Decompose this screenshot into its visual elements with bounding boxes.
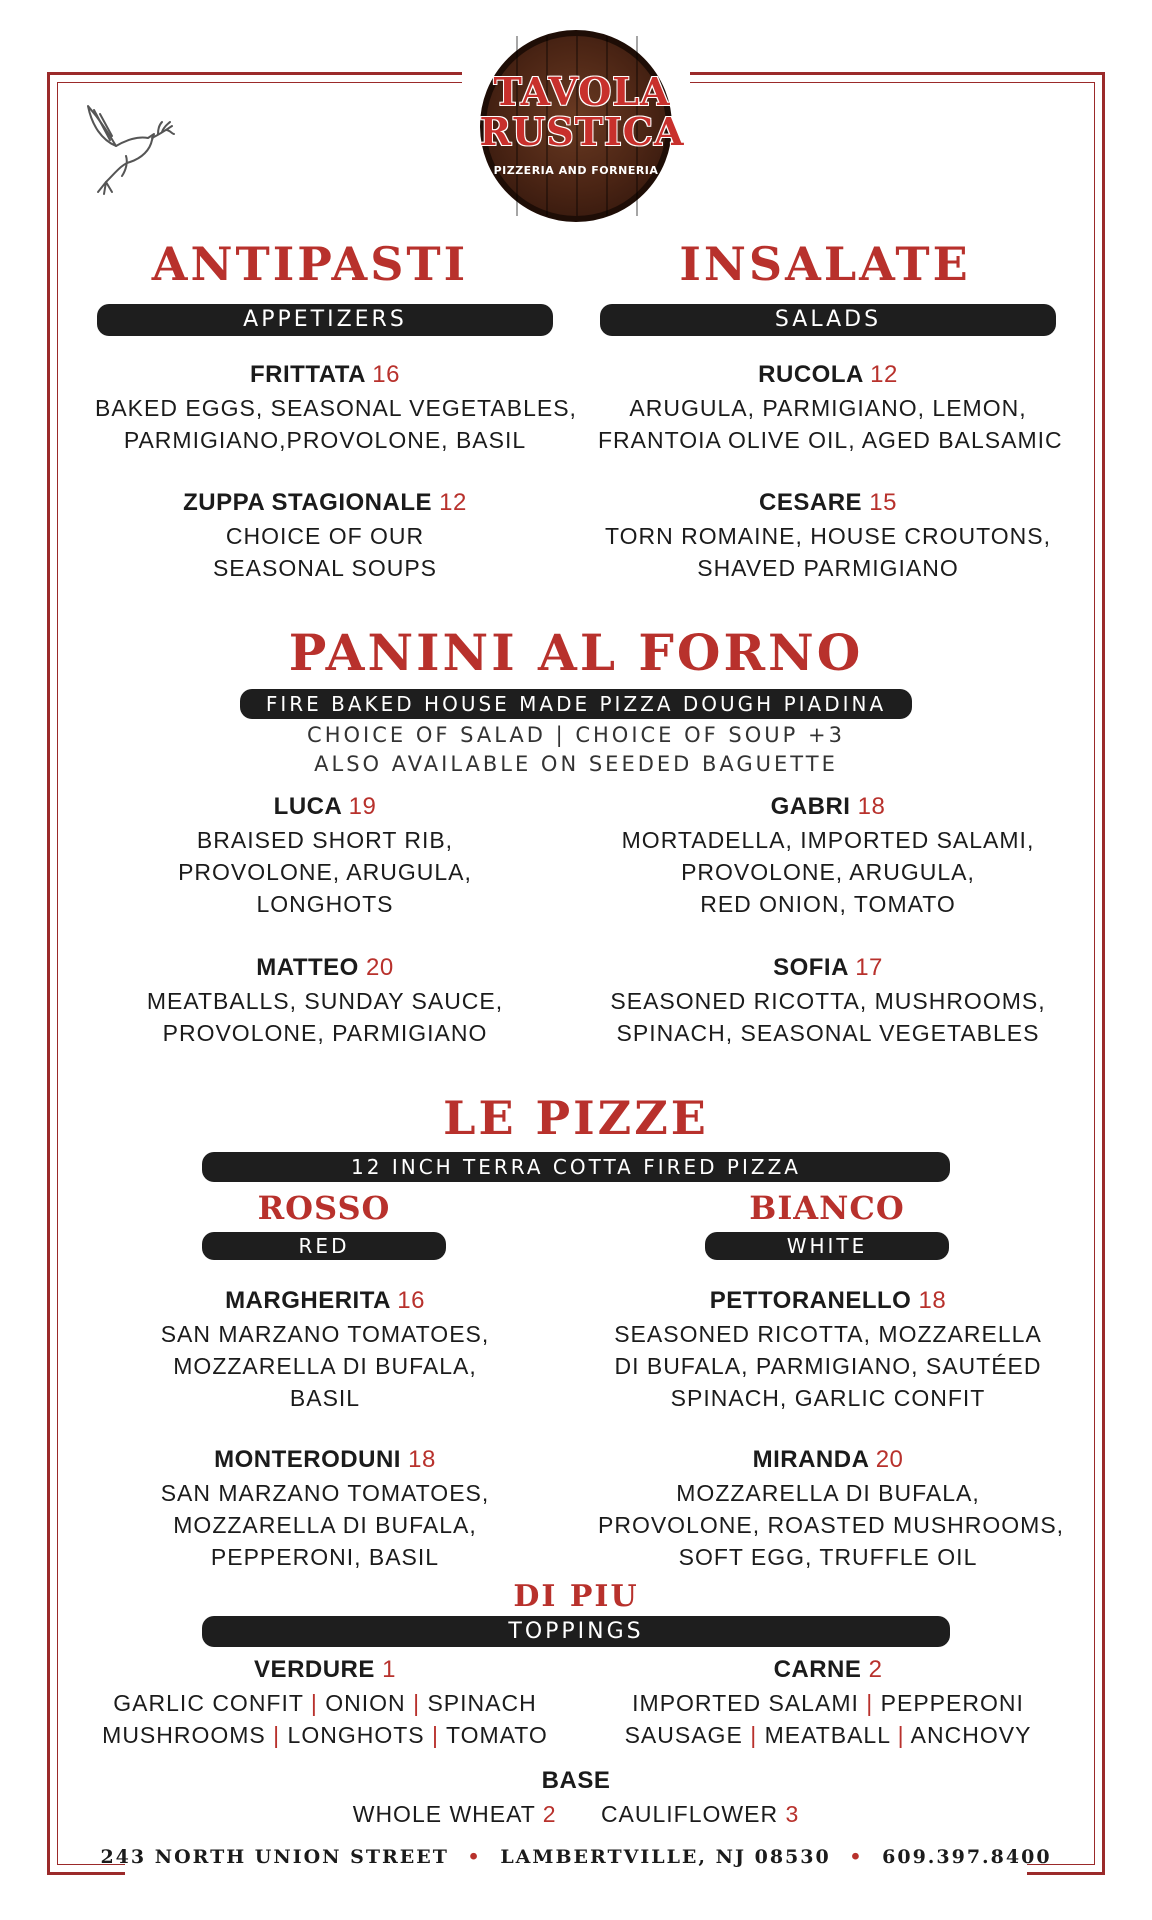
bullet: •	[467, 1846, 482, 1868]
item-name: SOFIA 17	[773, 954, 883, 981]
toppings-base	[346, 1764, 806, 1830]
menu-item-sofia	[598, 951, 1058, 1049]
menu-item-margherita	[95, 1284, 555, 1414]
item-desc: SEASONAL SOUPS	[212, 555, 438, 581]
antipasti-title: ANTIPASTI	[151, 237, 469, 291]
item-desc: PEPPERONI, BASIL	[210, 1544, 440, 1570]
menu-item-pettoranello	[598, 1284, 1058, 1414]
toppings-verdure	[95, 1653, 555, 1751]
item-desc: PARMIGIANO,PROVOLONE, BASIL	[123, 427, 527, 453]
brand-logo	[479, 30, 685, 222]
insalate-title: INSALATE	[679, 237, 971, 291]
toppings-pill: TOPPINGS	[202, 1616, 950, 1647]
item-desc: DI BUFALA, PARMIGIANO, SAUTÉED	[614, 1353, 1042, 1379]
item-name: GABRI 18	[770, 793, 886, 820]
item-price: 18	[857, 793, 886, 820]
item-name: VERDURE 1	[254, 1656, 396, 1683]
item-desc: CHOICE OF OUR	[225, 523, 425, 549]
item-price: 16	[372, 361, 400, 388]
item-name: ZUPPA STAGIONALE 12	[183, 489, 467, 516]
footer-address	[0, 1846, 1152, 1868]
pizze-title: LE PIZZE	[443, 1091, 709, 1145]
item-desc: PROVOLONE, ARUGULA,	[681, 859, 975, 885]
item-desc: SPINACH, SEASONAL VEGETABLES	[616, 1020, 1040, 1046]
item-price: 19	[348, 793, 377, 820]
item-desc: BASIL	[289, 1385, 361, 1411]
item-price: 12	[439, 489, 467, 516]
menu-item-frittata	[95, 358, 577, 456]
menu-item-zuppa	[95, 486, 555, 584]
item-price: 20	[366, 954, 394, 981]
pizze-pill: 12 INCH TERRA COTTA FIRED PIZZA	[202, 1152, 950, 1182]
item-price: 18	[918, 1287, 947, 1314]
item-price: 15	[869, 489, 897, 516]
antipasti-pill: APPETIZERS	[97, 304, 553, 336]
item-price: 1	[382, 1656, 396, 1683]
rosso-title: ROSSO	[257, 1189, 391, 1227]
item-desc: MORTADELLA, IMPORTED SALAMI,	[621, 827, 1035, 853]
dipiu-title: DI PIU	[513, 1579, 639, 1614]
item-desc: SAN MARZANO TOMATOES,	[160, 1321, 490, 1347]
item-desc: LONGHOTS	[256, 891, 394, 917]
item-desc: PROVOLONE, ROASTED MUSHROOMS,	[598, 1512, 1065, 1538]
toppings-row: MUSHROOMS | LONGHOTS | TOMATO	[102, 1722, 548, 1748]
insalate-pill: SALADS	[600, 304, 1056, 336]
item-name: MONTERODUNI 18	[214, 1446, 436, 1473]
street-address: 243 NORTH UNION STREET	[100, 1846, 449, 1868]
item-name: CESARE 15	[759, 489, 897, 516]
toppings-row: GARLIC CONFIT | ONION | SPINACH	[113, 1690, 537, 1716]
item-desc: MOZZARELLA DI BUFALA,	[173, 1353, 477, 1379]
menu-item-luca	[95, 790, 555, 920]
city-state-zip: LAMBERTVILLE, NJ 08530	[500, 1846, 831, 1868]
panini-title: PANINI AL FORNO	[288, 623, 864, 682]
item-name: RUCOLA 12	[758, 361, 898, 388]
item-price: 2	[868, 1656, 883, 1683]
item-name: BASE	[541, 1767, 611, 1794]
menu-item-monteroduni	[95, 1443, 555, 1573]
item-desc: TORN ROMAINE, HOUSE CROUTONS,	[604, 523, 1052, 549]
item-desc: BAKED EGGS, SEASONAL VEGETABLES,	[95, 395, 577, 421]
item-desc: SPINACH, GARLIC CONFIT	[670, 1385, 986, 1411]
item-desc: SAN MARZANO TOMATOES,	[160, 1480, 490, 1506]
item-name: PETTORANELLO 18	[709, 1287, 947, 1314]
item-desc: BRAISED SHORT RIB,	[196, 827, 454, 853]
base-options: WHOLE WHEAT 2 CAULIFLOWER 3	[352, 1801, 800, 1827]
item-price: 20	[875, 1446, 904, 1473]
item-desc: RED ONION, TOMATO	[700, 891, 956, 917]
logo-line-1: TAVOLA	[493, 69, 671, 114]
logo-tagline: PIZZERIA AND FORNERIA	[493, 164, 659, 177]
item-desc: FRANTOIA OLIVE OIL, AGED BALSAMIC	[598, 427, 1063, 453]
toppings-row: SAUSAGE | MEATBALL | ANCHOVY	[624, 1722, 1032, 1748]
dove-icon	[82, 100, 178, 200]
menu-item-rucola	[598, 358, 1063, 456]
item-desc: SHAVED PARMIGIANO	[697, 555, 959, 581]
bullet: •	[849, 1846, 864, 1868]
rosso-pill: RED	[202, 1232, 446, 1260]
toppings-row: IMPORTED SALAMI | PEPPERONI	[632, 1690, 1024, 1716]
item-name: MATTEO 20	[256, 954, 394, 981]
item-desc: SOFT EGG, TRUFFLE OIL	[678, 1544, 978, 1570]
bianco-title: BIANCO	[749, 1189, 905, 1227]
item-desc: SEASONED RICOTTA, MOZZARELLA	[614, 1321, 1042, 1347]
panini-pill: FIRE BAKED HOUSE MADE PIZZA DOUGH PIADINA	[240, 689, 912, 719]
menu-item-matteo	[95, 951, 555, 1049]
item-desc: MOZZARELLA DI BUFALA,	[173, 1512, 477, 1538]
item-price: 18	[408, 1446, 436, 1473]
item-desc: PROVOLONE, PARMIGIANO	[162, 1020, 488, 1046]
item-name: MARGHERITA 16	[225, 1287, 425, 1314]
item-desc: SEASONED RICOTTA, MUSHROOMS,	[610, 988, 1046, 1014]
item-name: LUCA 19	[273, 793, 377, 820]
item-price: 12	[870, 361, 898, 388]
item-name: CARNE 2	[773, 1656, 883, 1683]
toppings-carne	[598, 1653, 1058, 1751]
item-desc: PROVOLONE, ARUGULA,	[178, 859, 472, 885]
bianco-pill: WHITE	[705, 1232, 949, 1260]
panini-note-1: CHOICE OF SALAD | CHOICE OF SOUP +3	[307, 723, 845, 747]
menu-item-cesare	[598, 486, 1058, 584]
item-name: FRITTATA 16	[250, 361, 400, 388]
menu-item-gabri	[598, 790, 1058, 920]
panini-note-2: ALSO AVAILABLE ON SEEDED BAGUETTE	[314, 752, 838, 776]
item-price: 17	[855, 954, 883, 981]
menu-item-miranda	[598, 1443, 1065, 1573]
item-desc: ARUGULA, PARMIGIANO, LEMON,	[629, 395, 1027, 421]
item-desc: MOZZARELLA DI BUFALA,	[676, 1480, 980, 1506]
item-price: 16	[397, 1287, 425, 1314]
logo-line-2: RUSTICA	[479, 109, 685, 154]
item-name: MIRANDA 20	[752, 1446, 904, 1473]
item-desc: MEATBALLS, SUNDAY SAUCE,	[146, 988, 504, 1014]
phone-number: 609.397.8400	[882, 1846, 1052, 1868]
